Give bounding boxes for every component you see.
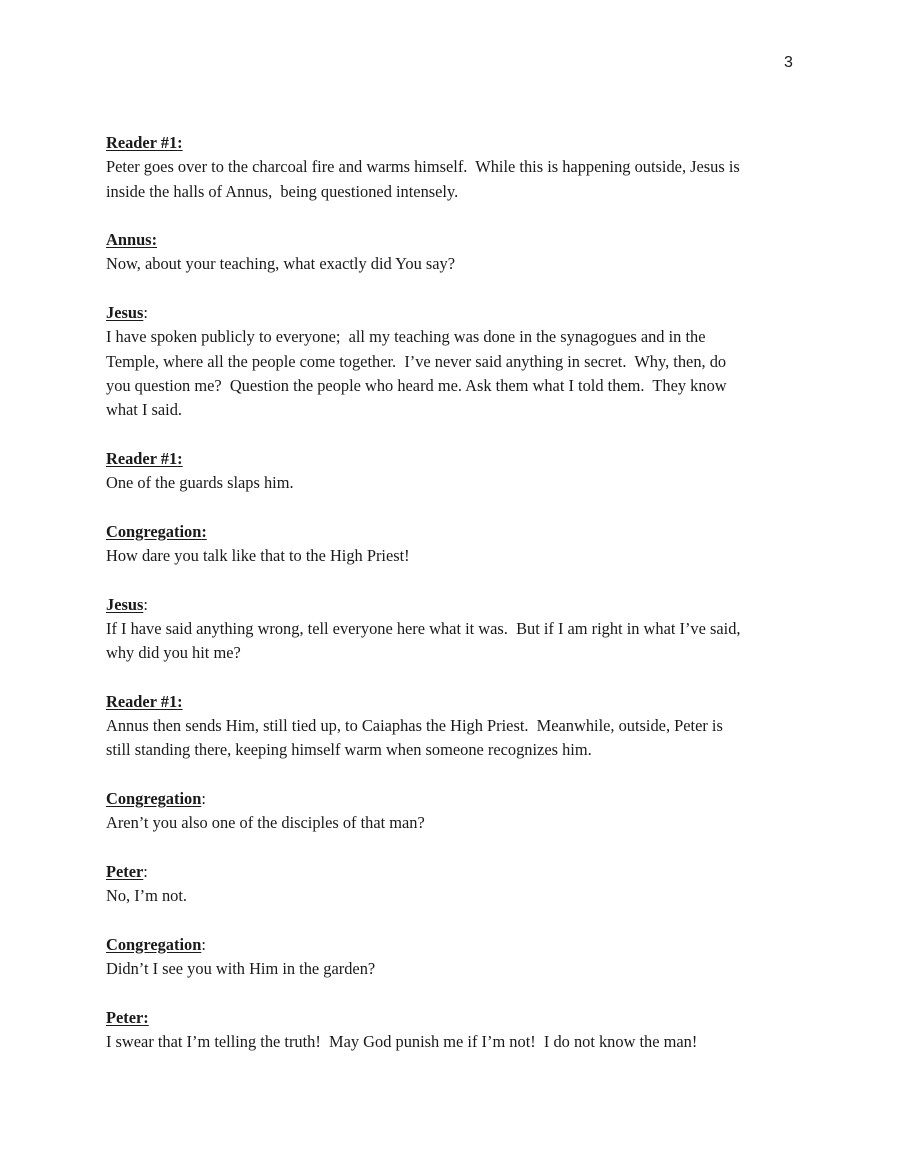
speaker-name: Peter	[106, 1007, 144, 1027]
speaker-colon: :	[201, 934, 206, 954]
speaker-heading	[106, 690, 796, 714]
speaker-name: Reader #1	[106, 448, 178, 468]
speaker-name-underlined	[106, 133, 183, 152]
dialogue-line: I swear that I’m telling the truth! May God punish me if I’m not! I do not know the man!	[106, 1031, 698, 1051]
dialogue-line: Temple, where all the people come together. I’ve never said anything in secret. Why, then, do	[106, 351, 727, 371]
dialogue-line: you question me? Question the people who heard me. Ask them what I told them. They know	[106, 375, 727, 395]
dialogue-line: Didn’t I see you with Him in the garden?	[106, 959, 376, 979]
speaker-colon: :	[143, 594, 148, 614]
dialogue-line: why did you hit me?	[106, 643, 241, 663]
speaker-colon: :	[177, 691, 183, 711]
speaker-name-underlined	[106, 230, 157, 249]
dialogue-line: One of the guards slaps him.	[106, 473, 294, 493]
speaker-heading	[106, 593, 796, 617]
speaker-heading	[106, 933, 796, 957]
speaker-colon: :	[143, 861, 148, 881]
speaker-colon: :	[201, 789, 206, 809]
dialogue-line: No, I’m not.	[106, 886, 188, 906]
speaker-colon: :	[151, 230, 158, 250]
speaker-name: Jesus	[106, 594, 144, 614]
speaker-heading	[106, 1006, 796, 1030]
speaker-name: Annus	[106, 230, 152, 250]
speaker-name-underlined	[106, 1008, 149, 1027]
speaker-colon: :	[143, 303, 148, 323]
speaker-colon: :	[143, 1007, 149, 1027]
speaker-name-underlined	[106, 789, 201, 808]
speaker-name-underlined	[106, 449, 183, 468]
speaker-heading	[106, 447, 796, 471]
speaker-heading	[106, 301, 796, 325]
speaker-name-underlined	[106, 862, 143, 881]
speaker-heading	[106, 228, 796, 252]
speaker-name: Reader #1	[106, 133, 178, 152]
speaker-name: Congregation	[106, 934, 202, 954]
dialogue-block	[106, 228, 796, 277]
dialogue-line: what I said.	[106, 400, 183, 420]
speaker-name-underlined	[106, 692, 183, 711]
dialogue-block	[106, 520, 796, 569]
speaker-name-underlined	[106, 303, 143, 322]
dialogue-block	[106, 787, 796, 836]
dialogue-line: inside the halls of Annus, being questioned intensely.	[106, 181, 459, 201]
speaker-name: Peter	[106, 861, 144, 881]
dialogue-line: Aren’t you also one of the disciples of that man?	[106, 813, 425, 833]
page-number: 3	[784, 54, 793, 71]
dialogue-line: Annus then sends Him, still tied up, to Caiaphas the High Priest. Meanwhile, outside, Peter is	[106, 716, 723, 736]
speaker-name-underlined	[106, 935, 201, 954]
speaker-name-underlined	[106, 522, 207, 541]
speaker-name: Congregation	[106, 521, 202, 541]
speaker-heading	[106, 787, 796, 811]
speaker-heading	[106, 131, 796, 155]
dialogue-line: Now, about your teaching, what exactly did You say?	[106, 254, 455, 274]
dialogue-line: If I have said anything wrong, tell everyone here what it was. But if I am right in what I’ve said,	[106, 618, 741, 638]
speaker-colon: :	[201, 521, 207, 541]
script-body	[106, 131, 796, 1079]
dialogue-block	[106, 860, 796, 909]
dialogue-block	[106, 301, 796, 422]
dialogue-line: How dare you talk like that to the High Priest!	[106, 546, 410, 566]
dialogue-block	[106, 593, 796, 666]
dialogue-block	[106, 447, 796, 496]
dialogue-block	[106, 690, 796, 763]
dialogue-block	[106, 933, 796, 982]
dialogue-line: I have spoken publicly to everyone; all my teaching was done in the synagogues and in the	[106, 327, 706, 347]
speaker-colon: :	[177, 133, 183, 152]
speaker-name: Congregation	[106, 789, 202, 809]
speaker-colon: :	[177, 448, 183, 468]
speaker-name: Jesus	[106, 303, 144, 323]
speaker-heading	[106, 520, 796, 544]
dialogue-block	[106, 1006, 796, 1055]
speaker-name-underlined	[106, 595, 143, 614]
dialogue-line: still standing there, keeping himself warm when someone recognizes him.	[106, 740, 592, 760]
dialogue-block	[106, 131, 796, 204]
dialogue-line: Peter goes over to the charcoal fire and warms himself. While this is happening outside, Jesus is	[106, 157, 740, 177]
speaker-name: Reader #1	[106, 691, 178, 711]
speaker-heading	[106, 860, 796, 884]
